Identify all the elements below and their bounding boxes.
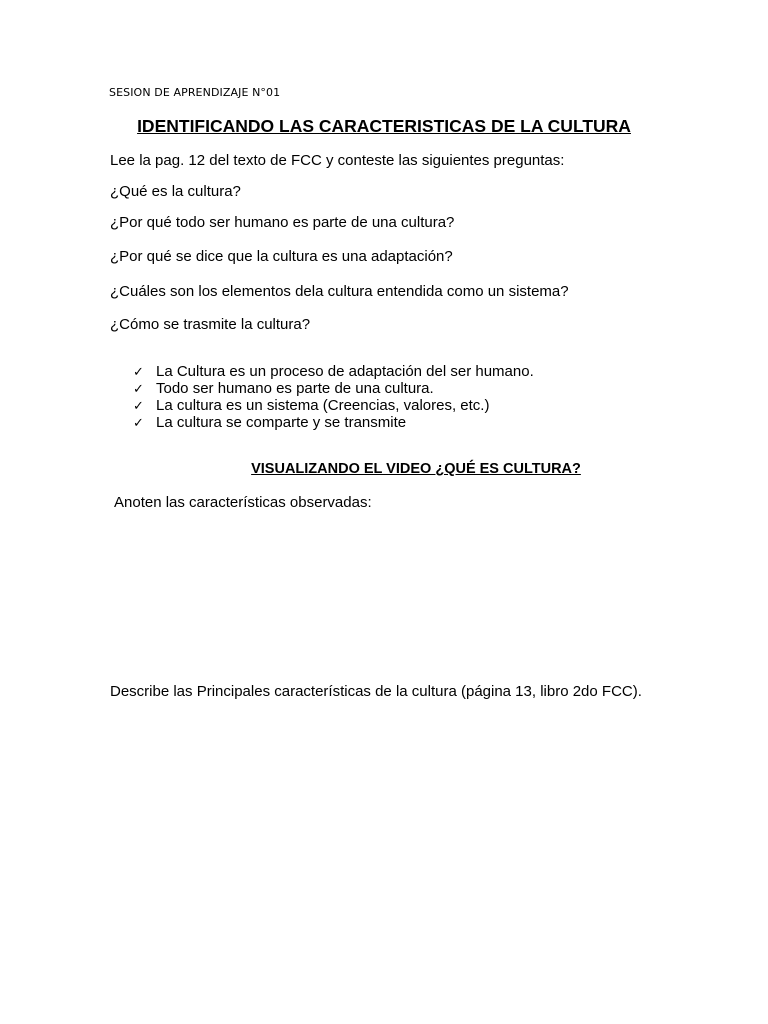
question-2: ¿Por qué todo ser humano es parte de una cultura? [110, 214, 455, 231]
question-4: ¿Cuáles son los elementos dela cultura entendida como un sistema? [110, 283, 569, 300]
session-label: SESION DE APRENDIZAJE N°01 [109, 86, 281, 99]
checklist-item [133, 380, 534, 397]
checklist-item [133, 363, 534, 380]
page-title: IDENTIFICANDO LAS CARACTERISTICAS DE LA CULTURA [137, 116, 631, 136]
check-mark-icon: ✓ [133, 363, 144, 379]
checklist-item [133, 397, 534, 414]
question-3: ¿Por qué se dice que la cultura es una adaptación? [110, 248, 453, 265]
describe-prompt: Describe las Principales características de la cultura (página 13, libro 2do FCC). [110, 683, 642, 700]
checklist [133, 363, 534, 431]
question-5: ¿Cómo se trasmite la cultura? [110, 316, 311, 333]
checklist-item-text: Todo ser humano es parte de una cultura. [156, 380, 434, 397]
check-mark-icon: ✓ [133, 414, 144, 430]
check-mark-icon: ✓ [133, 397, 144, 413]
check-mark-icon: ✓ [133, 380, 144, 396]
video-section-heading: VISUALIZANDO EL VIDEO ¿QUÉ ES CULTURA? [251, 461, 581, 477]
checklist-item-text: La cultura se comparte y se transmite [156, 414, 407, 431]
question-1: ¿Qué es la cultura? [110, 183, 241, 200]
annotate-prompt: Anoten las características observadas: [114, 494, 372, 511]
checklist-item-text: La cultura es un sistema (Creencias, valores, etc.) [156, 397, 490, 414]
instructions-text: Lee la pag. 12 del texto de FCC y conteste las siguientes preguntas: [110, 152, 565, 169]
checklist-item-text: La Cultura es un proceso de adaptación del ser humano. [156, 363, 534, 380]
checklist-item [133, 414, 534, 431]
